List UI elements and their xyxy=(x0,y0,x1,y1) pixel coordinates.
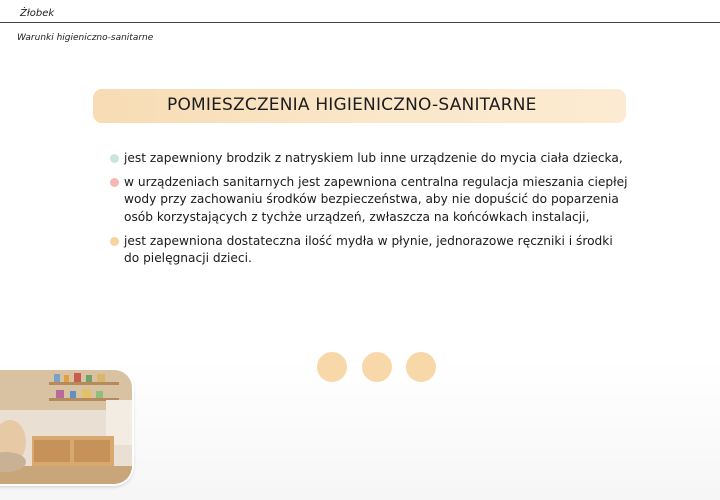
nursery-room-photo xyxy=(0,370,132,484)
bullet-dot-icon xyxy=(110,154,119,163)
list-item xyxy=(110,150,630,167)
banner-title: POMIESZCZENIA HIGIENICZNO-SANITARNE xyxy=(167,95,537,115)
bullet-dot-icon xyxy=(110,237,119,246)
circle-icon xyxy=(317,352,347,382)
section-title: Warunki higieniczno-sanitarne xyxy=(17,33,154,43)
header-title: Żłobek xyxy=(20,8,55,19)
photo-image xyxy=(0,370,132,484)
list-item xyxy=(110,233,630,267)
title-banner xyxy=(93,89,626,123)
bullet-dot-icon xyxy=(110,178,119,187)
header-divider xyxy=(0,22,720,23)
bullet-text: jest zapewniona dostateczna ilość mydła w płynie, jednorazowe ręczniki i środki do pielęgnacji dzieci. xyxy=(124,233,613,266)
list-item xyxy=(110,174,630,226)
bullet-text: w urządzeniach sanitarnych jest zapewniona centralna regulacja mieszania ciepłej wody przy zachowaniu środków bezpieczeństwa, aby nie dopuścić do poparzenia osób korzystających z tychże urządzeń, zwłaszcza na końcówkach instalacji, xyxy=(124,175,628,224)
circle-icon xyxy=(406,352,436,382)
decorative-dots xyxy=(317,352,437,382)
bullet-list xyxy=(110,150,630,274)
bullet-text: jest zapewniony brodzik z natryskiem lub inne urządzenie do mycia ciała dziecka, xyxy=(124,151,623,165)
circle-icon xyxy=(362,352,392,382)
